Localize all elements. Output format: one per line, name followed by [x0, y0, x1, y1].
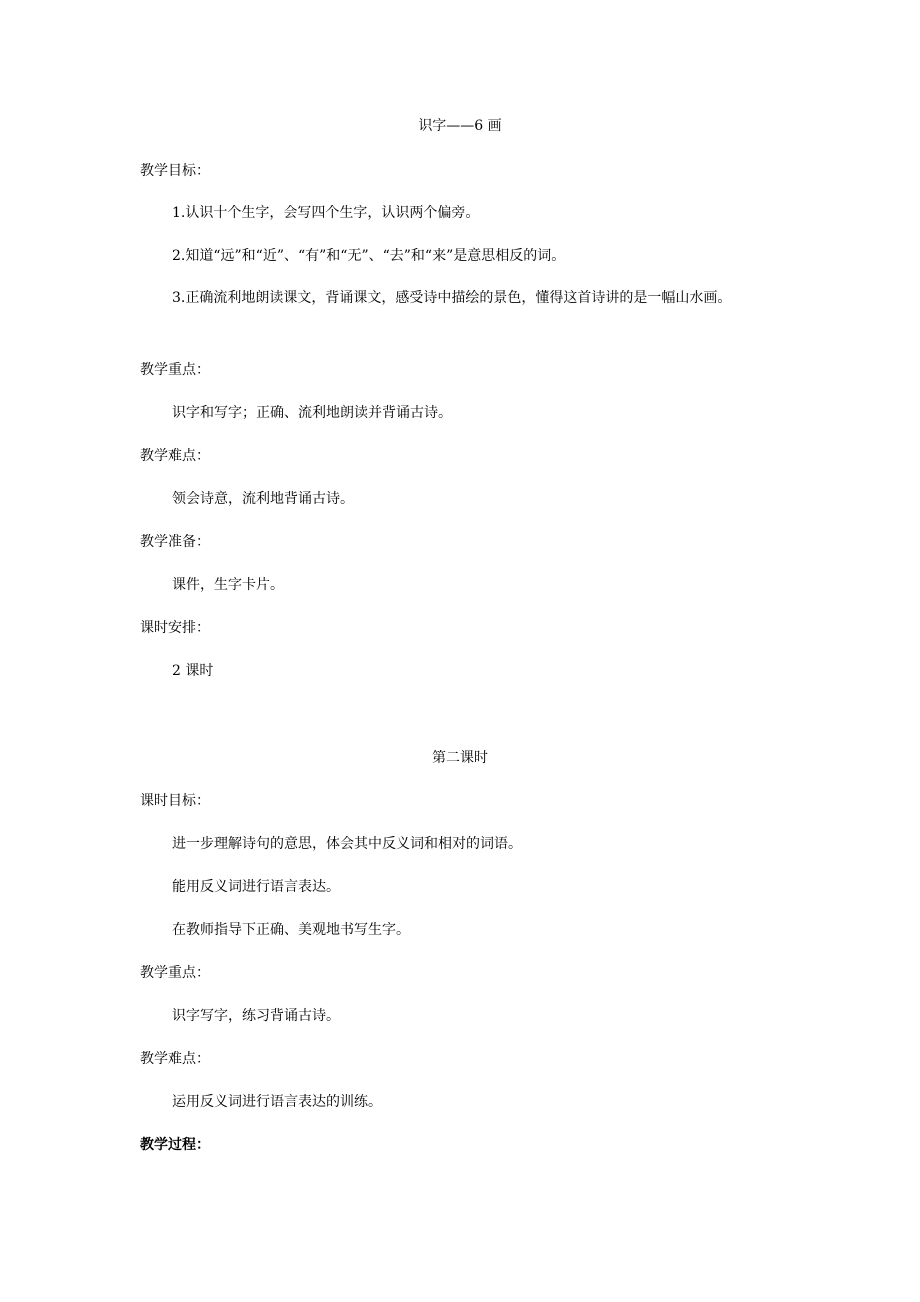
section2-objective-2: 能用反义词进行语言表达。: [172, 879, 340, 895]
section1-prep-label: 教学准备：: [140, 534, 210, 550]
section2-objective-1: 进一步理解诗句的意思，体会其中反义词和相对的词语。: [172, 836, 522, 852]
section1-objective-2: 2.知道“远”和“近”、“有”和“无”、“去”和“来”是意思相反的词。: [172, 248, 566, 264]
section2-difficulty-label: 教学难点：: [140, 1051, 210, 1067]
section2-difficulty-text: 运用反义词进行语言表达的训练。: [172, 1094, 382, 1110]
section2-objectives-label: 课时目标：: [140, 793, 210, 809]
section1-objective-3: 3.正确流利地朗读课文，背诵课文，感受诗中描绘的景色，懂得这首诗讲的是一幅山水画。: [172, 290, 732, 306]
section1-objective-1: 1.认识十个生字，会写四个生字，认识两个偏旁。: [172, 205, 480, 221]
section1-prep-text: 课件，生字卡片。: [172, 577, 284, 593]
section1-key-label: 教学重点：: [140, 362, 210, 378]
section2-title: 第二课时: [432, 750, 488, 766]
section1-schedule-text: 2 课时: [172, 663, 214, 679]
section1-difficulty-text: 领会诗意，流利地背诵古诗。: [172, 491, 354, 507]
section2-process-label: 教学过程：: [140, 1137, 210, 1153]
section1-key-text: 识字和写字；正确、流利地朗读并背诵古诗。: [172, 405, 452, 421]
section1-objectives-label: 教学目标：: [140, 163, 210, 179]
section1-schedule-label: 课时安排：: [140, 620, 210, 636]
section2-objective-3: 在教师指导下正确、美观地书写生字。: [172, 922, 410, 938]
section1-title: 识字——6 画: [418, 118, 502, 134]
section2-key-text: 识字写字，练习背诵古诗。: [172, 1008, 340, 1024]
section1-difficulty-label: 教学难点：: [140, 448, 210, 464]
section2-key-label: 教学重点：: [140, 965, 210, 981]
